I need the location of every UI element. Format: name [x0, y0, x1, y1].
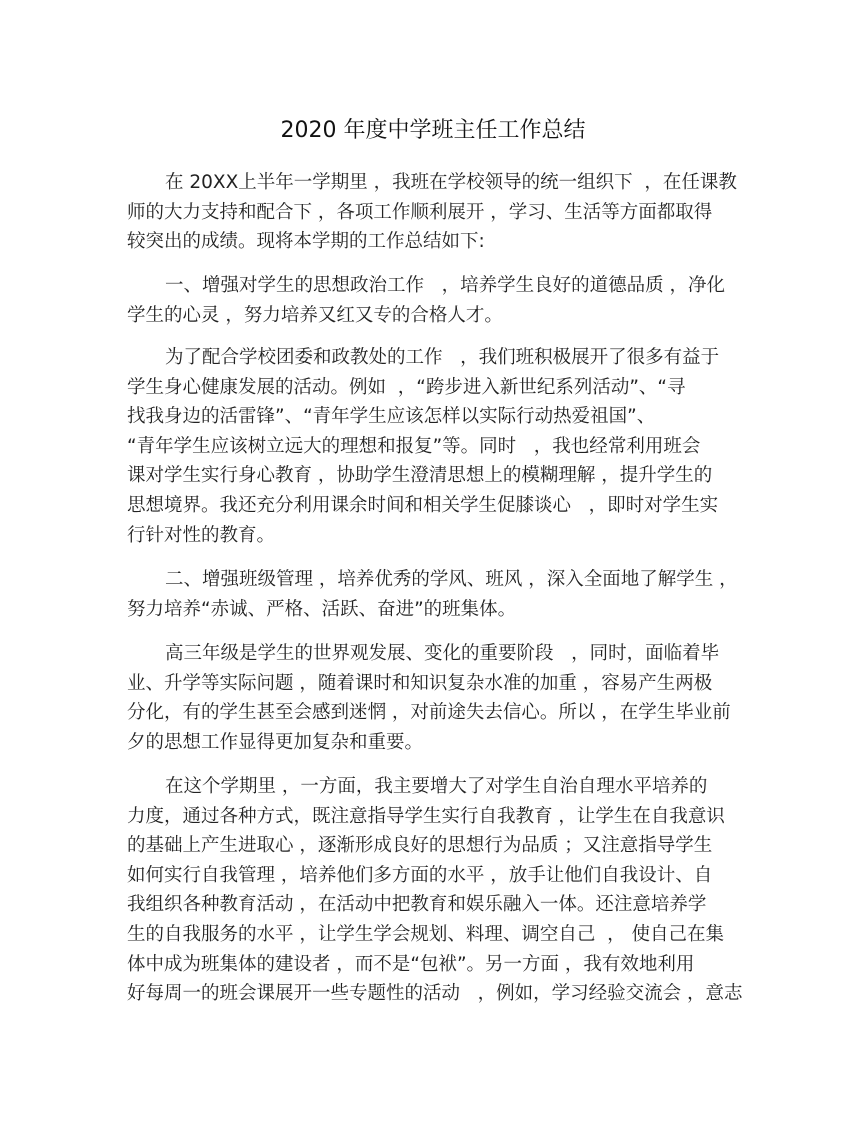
paragraph-line: 分化，有的学生甚至会感到迷惘 ，对前途失去信心。所以 ，在学生毕业前 [127, 702, 731, 724]
paragraph-line: 如何实行自我管理 ，培养他们多方面的水平 ，放手让他们自我设计、自 [127, 864, 713, 886]
paragraph-line: 在这个学期里 ，一方面，我主要增大了对学生自治自理水平培养的 [165, 776, 708, 797]
paragraph-line: 学生身心健康发展的活动。例如 ，“跨步进入新世纪系列活动”、“寻 [127, 376, 686, 398]
paragraph-line: 二、增强班级管理 ，培养优秀的学风、班风 ，深入全面地了解学生 ， [165, 569, 738, 590]
paragraph-line: 一、增强对学生的思想政治工作 ，培养学生良好的道德品质 ，净化 [165, 275, 726, 296]
paragraph-line: 生的自我服务的水平 ，让学生学会规划、料理、调空自己 ， 使自己在集 [127, 924, 725, 945]
paragraph-line: 行针对性的教育。 [127, 524, 276, 546]
paragraph-line: “青年学生应该树立远大的理想和报复”等。同时 ，我也经常利用班会 [127, 435, 701, 457]
paragraph-line: 体中成为班集体的建设者 ，而不是“包袱”。另一方面 ，我有效地利用 [127, 953, 695, 975]
paragraph-line: 为了配合学校团委和政教处的工作 ，我们班积极展开了很多有益于 [165, 347, 720, 368]
paragraph-line: 课对学生实行身心教育 ，协助学生澄清思想上的模糊理解 ，提升学生的 [127, 465, 713, 487]
paragraph-line: 思想境界。我还充分利用课余时间和相关学生促膝谈心 ，即时对学生实 [127, 495, 719, 516]
paragraph-line: 学生的心灵 ，努力培养又红又专的合格人才。 [127, 304, 503, 326]
paragraph-line: 的基础上产生进取心 ，逐渐形成良好的思想行为品质 ；又注意指导学生 [127, 835, 713, 857]
paragraph-line: 业、升学等实际问题 ，随着课时和知识复杂水准的加重 ，容易产生两极 [127, 672, 713, 694]
paragraph-line: 高三年级是学生的世界观发展、变化的重要阶段 ，同时，面临着毕 [165, 643, 720, 664]
paragraph-line: 较突出的成绩。现将本学期的工作总结如下: [127, 231, 485, 253]
document-title: 2020 年度中学班主任工作总结 [280, 118, 586, 143]
paragraph-line: 好每周一的班会课展开一些专题性的活动 ，例如，学习经验交流会 ，意志 [127, 983, 743, 1005]
paragraph-line: 力度，通过各种方式，既注意指导学生实行自我教育 ，让学生在自我意识 [127, 805, 725, 827]
paragraph-line: 找我身边的活雷锋”、“青年学生应该怎样以实际行动热爱祖国”、 [127, 406, 656, 428]
paragraph-line: 师的大力支持和配合下 ，各项工作顺利展开 ，学习、生活等方面都取得 [127, 201, 713, 223]
paragraph-line: 在 20XX上半年一学期里 ，我班在学校领导的统一组织下 ，在任课教 [165, 172, 737, 193]
paragraph-line: 夕的思想工作显得更加复杂和重要。 [127, 731, 424, 753]
paragraph-line: 努力培养“赤诚、严格、活跃、奋进”的班集体。 [127, 598, 517, 620]
paragraph-line: 我组织各种教育活动 ，在活动中把教育和娱乐融入一体。还注意培养学 [127, 894, 707, 916]
